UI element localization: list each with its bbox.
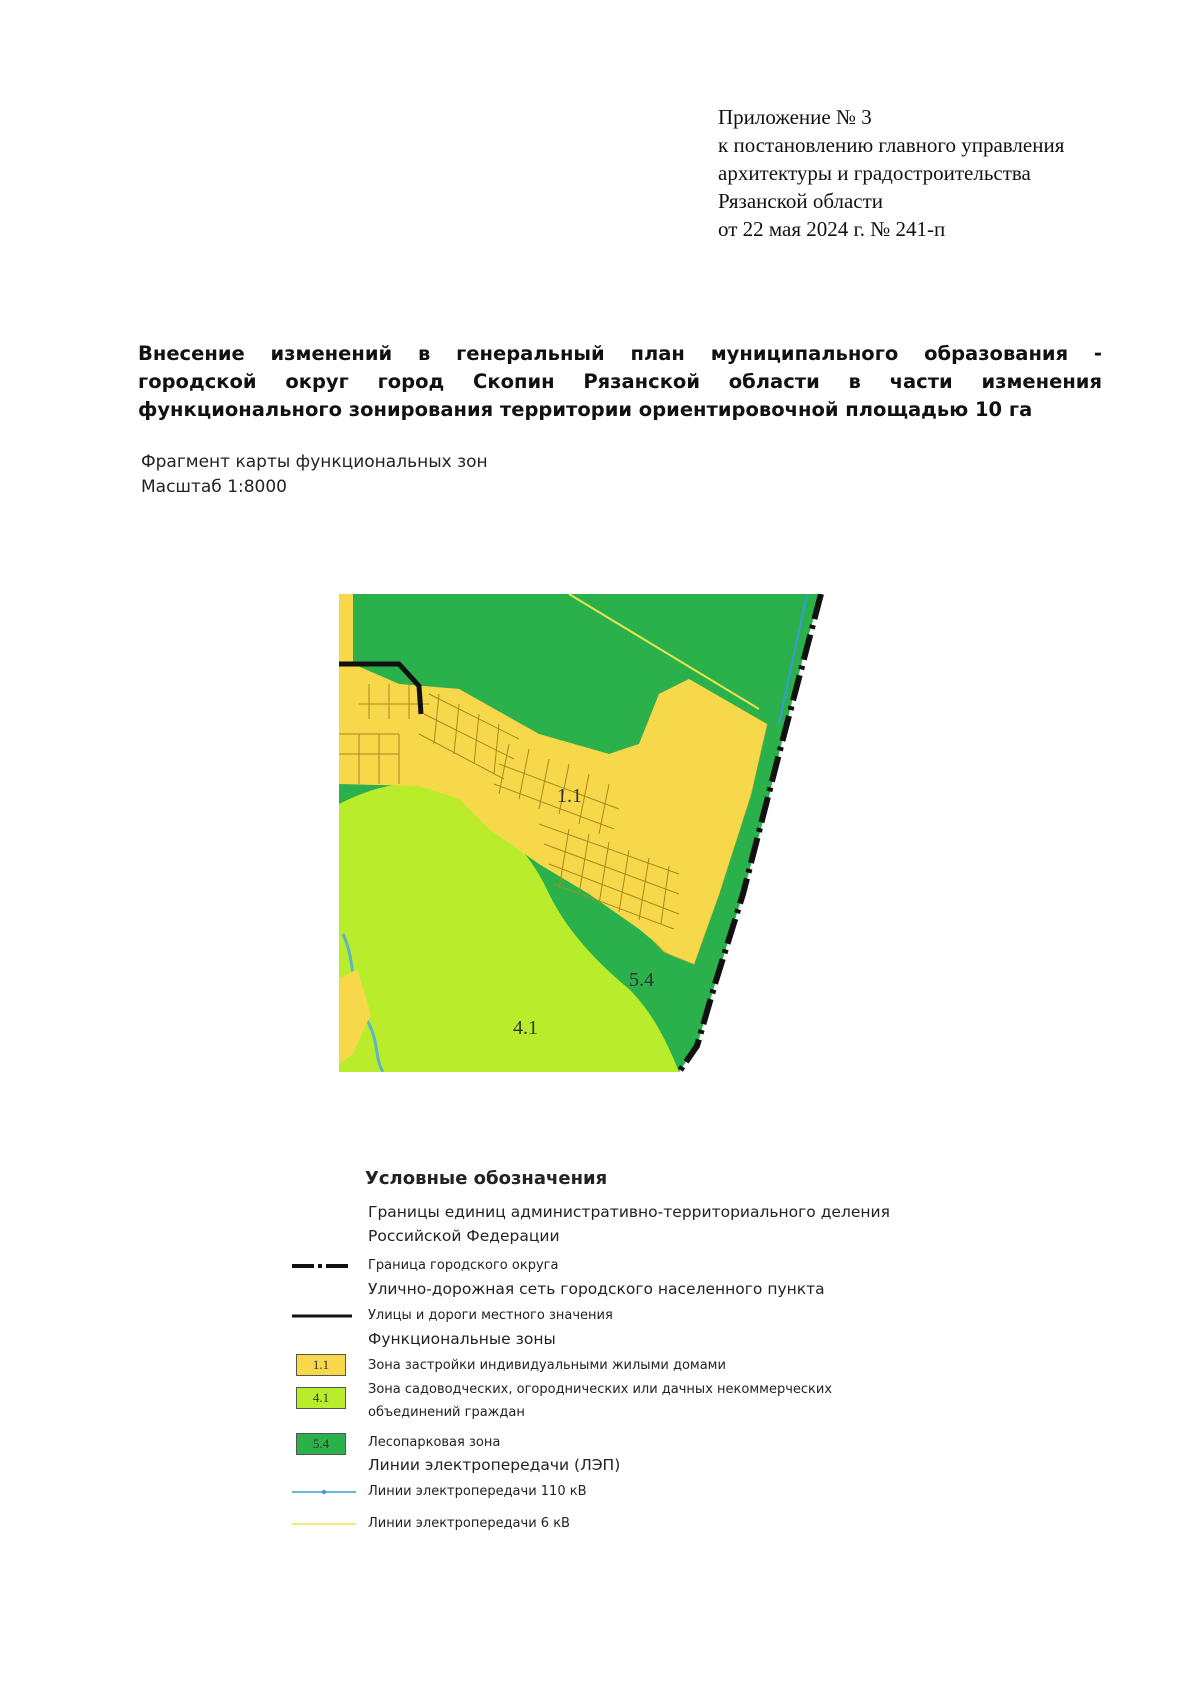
title-line-2: городской округ город Скопин Рязанской области в части изменения <box>138 370 1102 393</box>
legend-power-110: Линии электропередачи 110 кВ <box>368 1484 587 1499</box>
legend-admin-header-2: Российской Федерации <box>368 1227 560 1245</box>
annex-header <box>718 103 1064 243</box>
legend-zone-1-1: Зона застройки индивидуальными жилыми домами <box>368 1358 726 1373</box>
power-6-symbol <box>292 1521 356 1527</box>
legend-power-header: Линии электропередачи (ЛЭП) <box>368 1456 621 1474</box>
fragment-caption <box>141 450 488 500</box>
fragment-scale: Масштаб 1:8000 <box>141 477 288 497</box>
title-line-1: Внесение изменений в генеральный план муниципального образования - <box>138 342 1102 365</box>
swatch-zone-4-1: 4.1 <box>296 1387 346 1409</box>
annex-department: архитектуры и градостроительства <box>718 161 1031 185</box>
annex-date: от 22 мая 2024 г. № 241-п <box>718 217 946 241</box>
annex-region: Рязанской области <box>718 189 884 213</box>
label-zone-1-1: 1.1 <box>557 785 582 807</box>
legend-zone-5-4: Лесопарковая зона <box>368 1435 501 1450</box>
legend-zones-header: Функциональные зоны <box>368 1330 556 1348</box>
swatch-zone-1-1: 1.1 <box>296 1354 346 1376</box>
legend-power-6: Линии электропередачи 6 кВ <box>368 1516 570 1531</box>
fragment-caption-text: Фрагмент карты функциональных зон <box>141 452 488 472</box>
legend-zone-4-1-line2: объединений граждан <box>368 1405 525 1420</box>
power-110-symbol <box>292 1489 356 1495</box>
legend-zone-4-1-line1: Зона садоводческих, огороднических или дачных некоммерческих <box>368 1382 833 1397</box>
legend-local-roads: Улицы и дороги местного значения <box>368 1308 613 1323</box>
annex-number: Приложение № 3 <box>718 105 872 129</box>
label-zone-4-1: 4.1 <box>513 1017 538 1039</box>
label-zone-5-4: 5.4 <box>629 969 654 991</box>
legend-city-border: Граница городского округа <box>368 1258 559 1273</box>
local-road-symbol <box>292 1313 352 1319</box>
annex-decree: к постановлению главного управления <box>718 133 1065 157</box>
city-border-symbol <box>292 1262 352 1270</box>
swatch-zone-5-4: 5.4 <box>296 1433 346 1455</box>
legend-title: Условные обозначения <box>365 1168 608 1189</box>
title-line-3: функционального зонирования территории ориентировочной площадью 10 га <box>138 398 1033 421</box>
document-title <box>138 340 1102 424</box>
legend-admin-header-1: Границы единиц административно-территориального деления <box>368 1203 890 1221</box>
legend-road-header: Улично-дорожная сеть городского населенного пункта <box>368 1280 825 1298</box>
zoning-map-svg <box>339 594 825 1072</box>
zoning-map <box>339 594 825 1072</box>
